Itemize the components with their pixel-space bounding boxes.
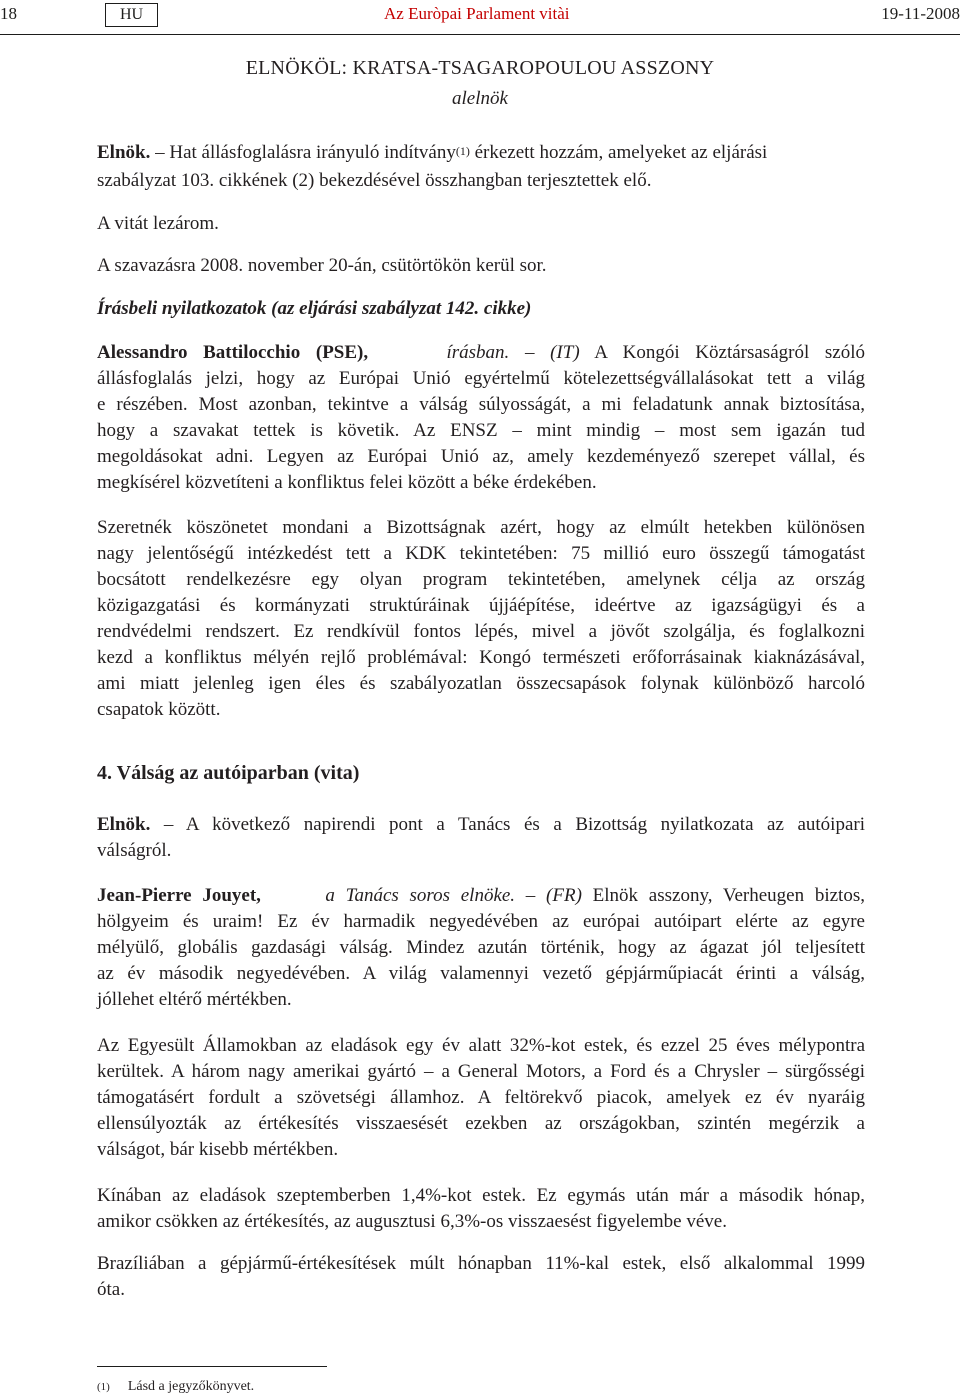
paragraph-line: csapatok között.: [97, 699, 221, 720]
footnote: [97, 1378, 254, 1396]
usa-paragraph: [97, 1033, 865, 1163]
paragraph-line: amikor csökken az értékesítés, az augusztusi 6,3%-os visszaesést figyelembe véve.: [97, 1211, 727, 1232]
speaker-name: Jean-Pierre Jouyet,: [97, 885, 261, 906]
footnote-text: Lásd a jegyzőkönyvet.: [127, 1379, 255, 1394]
jouyet-statement: [97, 883, 865, 1013]
paragraph-line: támogatásért fordult a szövetségi államhoz. A feltörekvő piacok, amelyek ez év nyaráig: [97, 1087, 865, 1108]
subheading: Írásbeli nyilatkozatok (az eljárási szabályzat 142. cikke): [97, 298, 532, 319]
paragraph-line: Az Egyesült Államokban az eladások egy év alatt 32%-kot estek, és ezzel 25 éves mélypontra: [97, 1035, 865, 1056]
announcement-text: – Hat állásfoglalásra irányuló indítvány: [150, 142, 456, 163]
speaker-name: Alessandro Battilocchio (PSE),: [97, 342, 369, 363]
sitting-date: 19-11-2008: [881, 4, 960, 23]
paragraph-line: Szeretnék köszönetet mondani a Bizottságnak azért, hogy az elmúlt hetekben különösen: [97, 517, 865, 538]
speaker-name: Elnök.: [97, 814, 151, 835]
running-header: [0, 0, 960, 40]
debate-closed: [97, 210, 865, 238]
speaker-mode: írásban.: [446, 342, 510, 363]
president-introduction: [97, 812, 865, 864]
paragraph-line: az év második negyedévében. A világ valamennyi vezető gépjárműpiacát érinti a válság,: [97, 963, 865, 984]
dash: –: [515, 885, 547, 906]
paragraph-line: válságot, bár kisebb mértékben.: [97, 1139, 339, 1160]
paragraph-line: megkísérel közvetíteni a konfliktus felei között a béke érdekében.: [97, 472, 597, 493]
paragraph-line: bocsátott rendelkezésre egy olyan program tekintetében, amelynek célja az ország: [97, 569, 865, 590]
paragraph-line: válságról.: [97, 840, 172, 861]
paragraph-line: nagy jelentőségű intézkedést tett a KDK tekintetében: 75 millió euro összegű támogatást: [97, 543, 865, 564]
paragraph-line: hogy a szavakat tettek is követik. Az ENSZ – mint mindig – most sem igazán tud: [97, 420, 865, 441]
speaker-role: a Tanács soros elnöke.: [325, 885, 516, 906]
paragraph-line: Kínában az eladások szeptemberben 1,4%-kot estek. Ez egymás után már a második hónap,: [97, 1185, 865, 1206]
language-tag: (IT): [550, 342, 580, 363]
speaker-name: Elnök.: [97, 142, 151, 163]
written-statements-heading: [97, 295, 865, 323]
paragraph-line: állásfoglalás jelzi, hogy az Európai Unió egyértelmű kötelezettségvállalásokat tett a világ: [97, 368, 865, 389]
paragraph-line: [97, 812, 865, 838]
paragraph-line: közigazgatási és kormányzati struktúráinak újjáépítése, ideértve az igazságügyi és a: [97, 595, 865, 616]
paragraph-line: ellensúlyozták az értékesítés visszaesését ezekben az országokban, szintén megérzik a: [97, 1113, 865, 1134]
statement-text: A Kongói Köztársaságról szóló: [579, 342, 865, 363]
paragraph-line: kerültek. A három nagy amerikai gyártó – a General Motors, a Ford és a Chrysler – sürgősségi: [97, 1061, 865, 1082]
language-tag: (FR): [546, 885, 582, 906]
china-paragraph: [97, 1183, 865, 1235]
paragraph-line: A vitát lezárom.: [97, 213, 219, 234]
statement-text: Elnök asszony, Verheugen biztos,: [581, 885, 865, 906]
footnote-reference[interactable]: (1): [455, 144, 470, 158]
paragraph-line: ami miatt jelenleg igen éles és szabályozatlan összecsapások folynak különböző harcoló: [97, 673, 865, 694]
paragraph-line: [97, 883, 865, 909]
paragraph-line: megoldásokat adni. Legyen az Európai Unió az, amely kezdeményező szerepet vállal, és: [97, 446, 865, 467]
vote-announcement: [97, 252, 865, 280]
header-rule: [0, 34, 960, 35]
paragraph-line: kezd a konfliktus mélyén rejlő problémával: Kongó természeti erőforrásainak kiaknázásával,: [97, 647, 865, 668]
battilocchio-statement: [97, 340, 865, 496]
battilocchio-statement-continued: [97, 515, 865, 723]
announcement-text: érkezett hozzám, amelyeket az eljárási: [469, 142, 768, 163]
paragraph-line: [97, 340, 865, 366]
statement-text: – A következő napirendi pont a Tanács és a Bizottság nyilatkozata az autóipari: [150, 814, 865, 835]
section-title: 4. Válság az autóiparban (vita): [97, 762, 360, 784]
footnote-marker: (1): [97, 1381, 110, 1393]
paragraph-line: óta.: [97, 1279, 125, 1300]
paragraph-line: jóllehet eltérő mértékben.: [97, 989, 292, 1010]
footnote-rule: [97, 1366, 327, 1367]
page-number: 18: [0, 4, 17, 23]
paragraph-line: hölgyeim és uraim! Ez év harmadik negyedévében az európai autóipart elérte az egyre: [97, 911, 865, 932]
chair-role: alelnök: [452, 88, 508, 109]
announcement-line: [97, 139, 865, 167]
president-announcement: [97, 139, 865, 195]
announcement-line: szabályzat 103. cikkének (2) bekezdésével összhangban terjesztettek elő.: [97, 170, 652, 191]
chair-heading: ELNÖKÖL: KRATSA-TSAGAROPOULOU ASSZONY: [245, 57, 715, 79]
paragraph-line: Brazíliában a gépjármű-értékesítések múlt hónapban 11%-kal estek, első alkalommal 1999: [97, 1253, 865, 1274]
dash: –: [509, 342, 551, 363]
paragraph-line: e részében. Most azonban, tekintve a válság súlyosságát, a mi feladatunk annak biztosítása,: [97, 394, 865, 415]
section-heading: [97, 759, 865, 787]
language-code: HU: [105, 3, 158, 27]
paragraph-line: A szavazásra 2008. november 20-án, csütörtökön kerül sor.: [97, 255, 547, 276]
brazil-paragraph: [97, 1251, 865, 1303]
paragraph-line: mélyülő, globális gazdasági válság. Mindez azután történik, hogy az ágazat jól teljesített: [97, 937, 865, 958]
publication-title: Az Euròpai Parlament vitài: [384, 4, 570, 23]
paragraph-line: rendvédelmi rendszert. Ez rendkívül fontos lépés, mivel a jövőt szolgálja, és foglalkozni: [97, 621, 865, 642]
